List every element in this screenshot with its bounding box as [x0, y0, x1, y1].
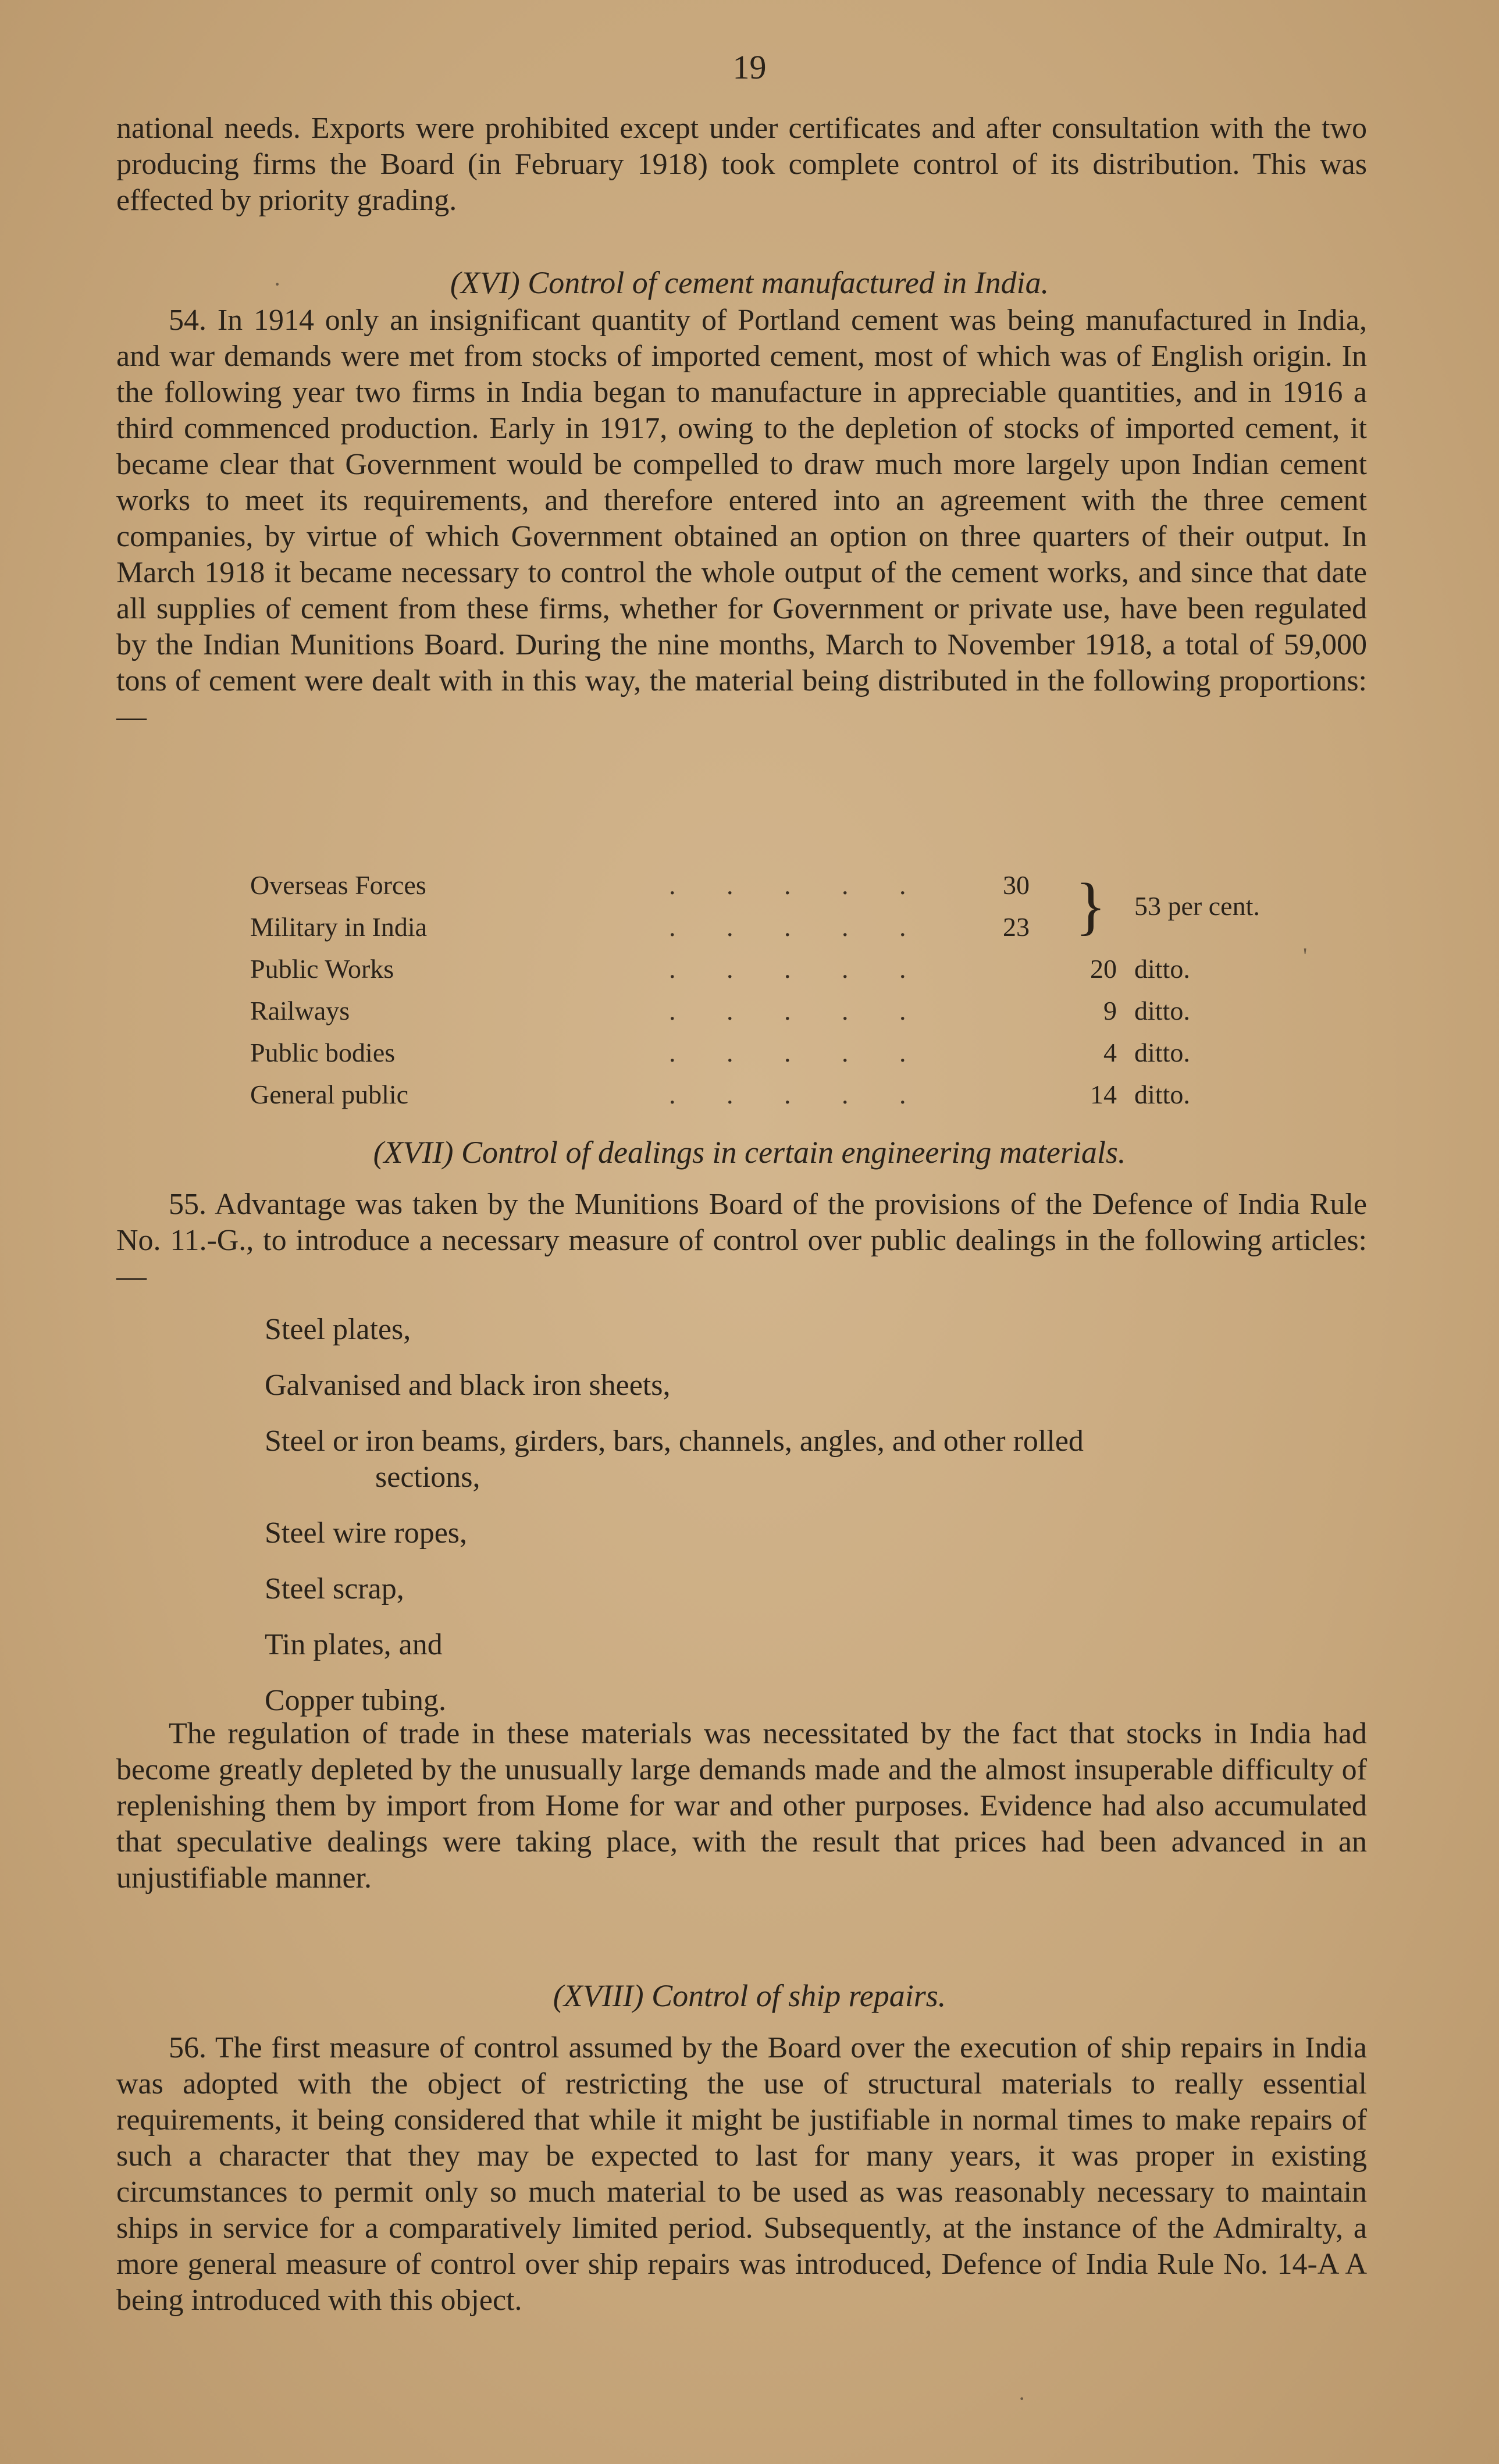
top-paragraph-block [116, 111, 1367, 219]
distribution-row [250, 867, 1309, 909]
brace-glyph: } [1075, 870, 1106, 941]
leader-dots: . . . . . [669, 953, 928, 984]
distribution-unit: ditto. [1134, 953, 1190, 984]
list-item: Tin plates, and [265, 1628, 443, 1661]
distribution-label: Military in India [250, 911, 428, 942]
section-xvii-heading [0, 1134, 1499, 1170]
section-xvi-title: Control of cement manufactured in India. [528, 265, 1049, 300]
distribution-value: 30 [1003, 870, 1030, 900]
distribution-label: Overseas Forces [250, 870, 426, 900]
distribution-value: 4 [1103, 1037, 1117, 1067]
combined-value [1134, 867, 1309, 950]
leader-dots: . . . . . [669, 1037, 928, 1067]
list-item: Steel plates, [265, 1313, 411, 1346]
paragraph-54: 54. In 1914 only an insignificant quantity of Portland cement was being manufactured in India, and war demands were met from stocks of imported cement, most of which was of English origin. In the following year two firms in India began to manufacture in appreciable quantities, and in 1916 a third commenced production. Early in 1917, owing to the depletion of stocks of imported cement, it became clear that Government would be compelled to draw much more largely upon Indian cement works to meet its requirements, and therefore entered into an agreement with the three cement companies, by virtue of which Government obtained an option on three quarters of their output. In March 1918 it became necessary to control the whole output of the cement works, and since that date all supplies of cement from these firms, whether for Government or private use, have been regulated by the Indian Munitions Board. During the nine months, March to November 1918, a total of 59,000 tons of cement were dealt with in this way, the material being distributed in the following proportions:— [116, 304, 1367, 733]
distribution-label: Public Works [250, 953, 394, 984]
distribution-value: 23 [1003, 911, 1030, 942]
page-number: 19 [732, 48, 767, 86]
distribution-label: Public bodies [250, 1037, 396, 1067]
distribution-row [250, 950, 1309, 992]
distribution-row [250, 1034, 1309, 1076]
stray-mark: · [1018, 2385, 1026, 2412]
section-xviii-heading [0, 1978, 1499, 2014]
combined-total: 53 [1134, 891, 1161, 921]
distribution-row [250, 992, 1309, 1034]
distribution-value: 14 [1090, 1079, 1117, 1109]
combined-unit: per cent. [1167, 891, 1260, 921]
leader-dots: . . . . . [669, 870, 928, 900]
leader-dots: . . . . . [669, 911, 928, 942]
closing-paragraph-block [116, 1716, 1367, 1896]
distribution-label: General public [250, 1079, 409, 1109]
section-xvii-roman: (XVII) [373, 1135, 454, 1170]
distribution-value: 9 [1103, 995, 1117, 1026]
articles-list [265, 1312, 1370, 1739]
section-xviii-roman: (XVIII) [553, 1978, 644, 2013]
paragraph-56: 56. The first measure of control assumed by the Board over the execution of ship repairs in India was adopted with the object of restricting the use of structural materials to really essential requirements, it being considered that while it might be justifiable in normal times to make repairs of such a character that they may be expected to last for many years, it was proper in existing circumstances to permit only so much material to be used as was reasonably necessary to maintain ships in service for a comparatively limited period. Subsequently, at the instance of the Admiralty, a more general measure of control over ship repairs was introduced, Defence of India Rule No. 14-A A being introduced with this object. [116, 2031, 1367, 2317]
paragraph-55: 55. Advantage was taken by the Munitions Board of the provisions of the Defence of India Rule No. 11.-G., to introduce a necessary measure of control over public dealings in the following articles:— [116, 1188, 1367, 1293]
distribution-value: 20 [1090, 953, 1117, 984]
distribution-row [250, 1076, 1309, 1118]
list-item: Steel or iron beams, girders, bars, channels, angles, and other rolled [265, 1425, 1084, 1458]
distribution-label: Railways [250, 995, 350, 1026]
stray-mark: · [273, 271, 282, 297]
distribution-unit: ditto. [1134, 1079, 1190, 1109]
list-item: Steel scrap, [265, 1572, 404, 1605]
paragraph-56-block [116, 2030, 1367, 2319]
section-xvii-title: Control of dealings in certain engineering materials. [461, 1135, 1126, 1170]
distribution-unit: ditto. [1134, 995, 1190, 1026]
paragraph-55-block [116, 1187, 1367, 1295]
leader-dots: . . . . . [669, 995, 928, 1026]
list-item: Galvanised and black iron sheets, [265, 1369, 671, 1402]
closing-paragraph: The regulation of trade in these materials was necessitated by the fact that stocks in India had become greatly depleted by the unusually large demands made and the almost insuperable difficulty of replenishing them by import from Home for war and other purposes. Evidence had also accumulated that speculative dealings were taking place, with the result that prices had been advanced in an unjustifiable manner. [116, 1717, 1367, 1895]
list-item: Copper tubing. [265, 1684, 446, 1717]
cement-distribution-table [250, 867, 1309, 1118]
distribution-unit: ditto. [1134, 1037, 1190, 1067]
paragraph-54-block [116, 302, 1367, 735]
stray-mark: ' [1303, 943, 1308, 969]
leader-dots: . . . . . [669, 1079, 928, 1109]
section-xvi-heading [0, 265, 1499, 301]
list-item-continuation: sections, [375, 1461, 480, 1494]
top-paragraph: national needs. Exports were prohibited except under certificates and after consultation with the two producing firms the Board (in February 1918) took complete control of its distribution. This was effected by priority grading. [116, 112, 1367, 217]
list-item: Steel wire ropes, [265, 1516, 468, 1550]
section-xvi-roman: (XVI) [450, 265, 520, 300]
section-xviii-title: Control of ship repairs. [651, 1978, 946, 2013]
